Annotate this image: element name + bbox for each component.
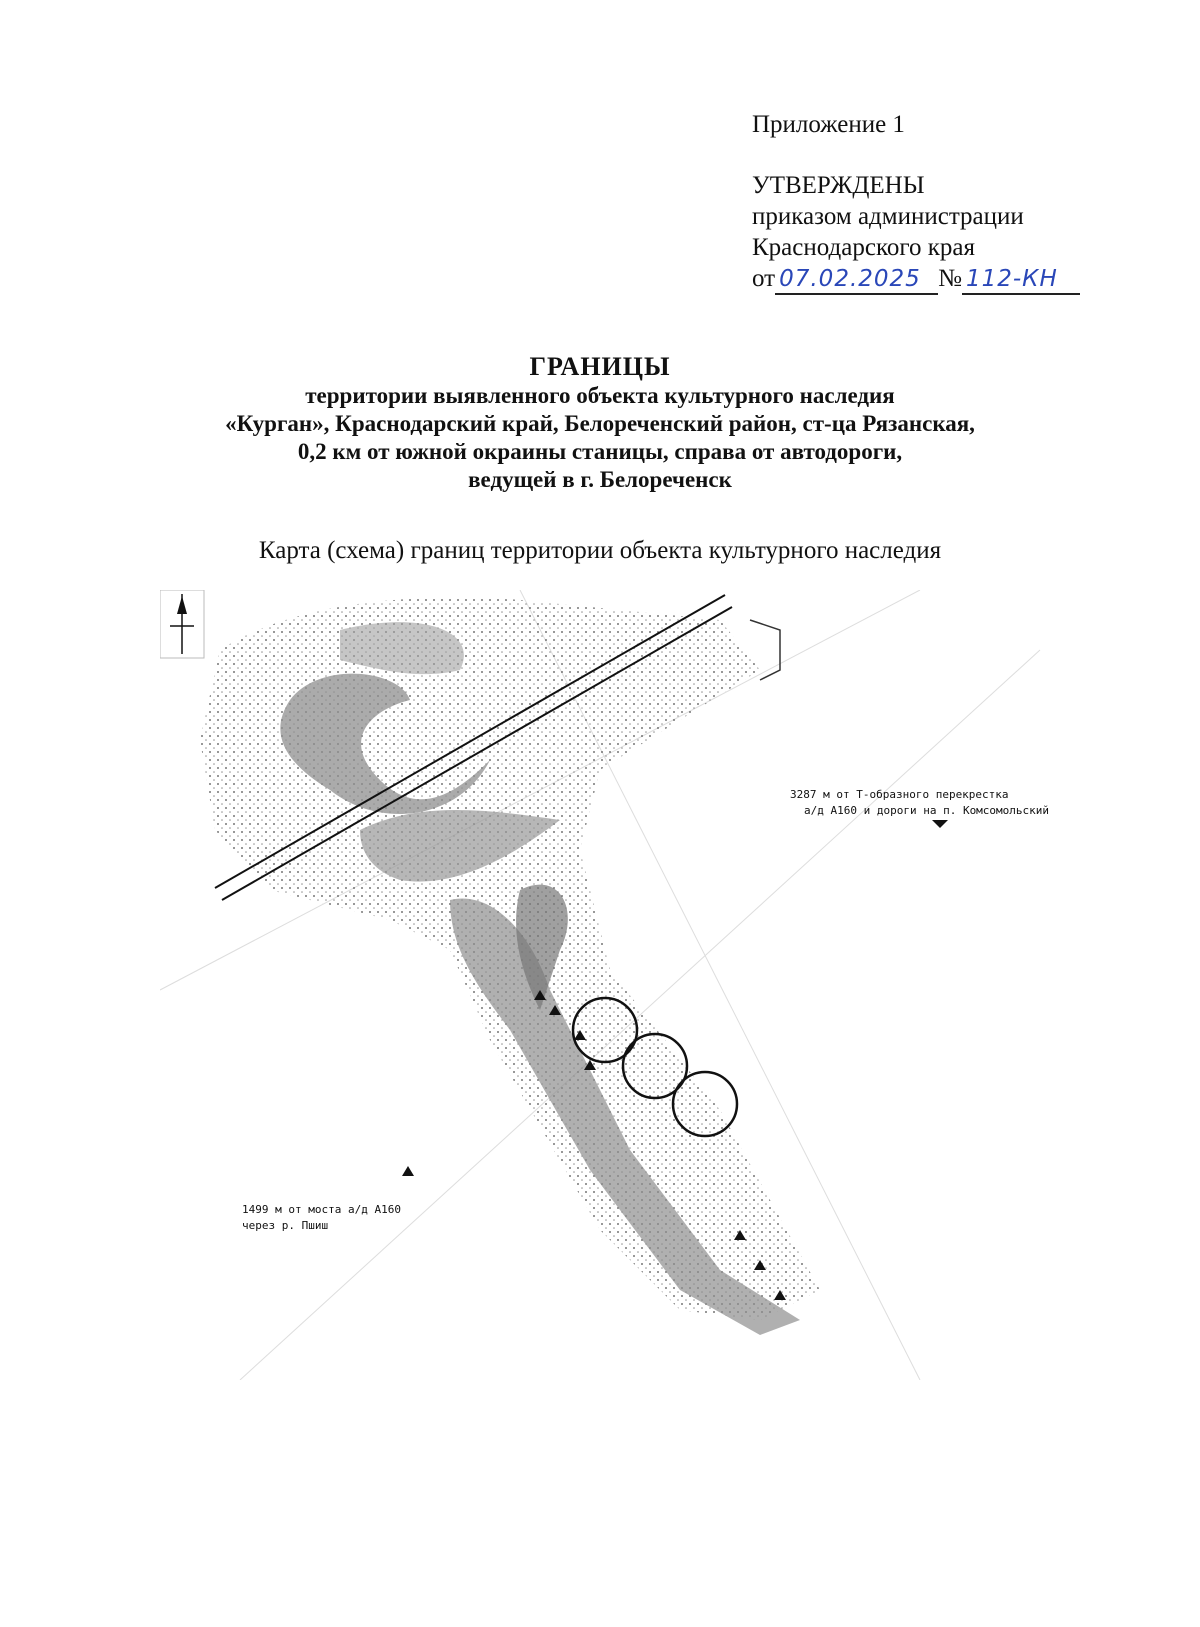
title-line-1: территории выявленного объекта культурного наследия	[305, 383, 895, 408]
title-line-4: ведущей в г. Белореченск	[468, 467, 732, 492]
date-prefix: от	[752, 265, 776, 292]
title-main: ГРАНИЦЫ	[529, 352, 671, 381]
title-line-3: 0,2 км от южной окраины станицы, справа от автодороги,	[297, 439, 903, 464]
document-title	[0, 352, 1200, 494]
label-east-1: 3287 м от Т-образного перекрестка	[790, 788, 1009, 801]
label-east-2: а/д А160 и дороги на п. Комсомольский	[804, 804, 1050, 817]
number-prefix: №	[938, 265, 962, 292]
approved-label: УТВЕРЖДЕНЫ	[752, 172, 925, 199]
east-marker-icon	[932, 820, 948, 828]
label-west-2: через р. Пшиш	[242, 1219, 329, 1232]
map-caption: Карта (схема) границ территории объекта культурного наследия	[258, 537, 942, 564]
order-date-line	[752, 263, 1080, 295]
label-west-1: 1499 м от моста а/д А160	[242, 1203, 401, 1216]
approved-line-2: Краснодарского края	[752, 234, 975, 261]
boundary-map	[160, 590, 1120, 1380]
approval-block	[752, 170, 1080, 295]
north-arrow-icon	[160, 590, 204, 658]
west-marker-icon	[402, 1166, 414, 1176]
title-line-2: «Курган», Краснодарский край, Белореченский район, ст-ца Рязанская,	[225, 411, 975, 436]
appendix-label: Приложение 1	[752, 111, 905, 138]
order-number: 112-КН	[962, 266, 1080, 295]
approved-line-1: приказом администрации	[752, 203, 1024, 230]
order-date: 07.02.2025	[775, 266, 938, 295]
